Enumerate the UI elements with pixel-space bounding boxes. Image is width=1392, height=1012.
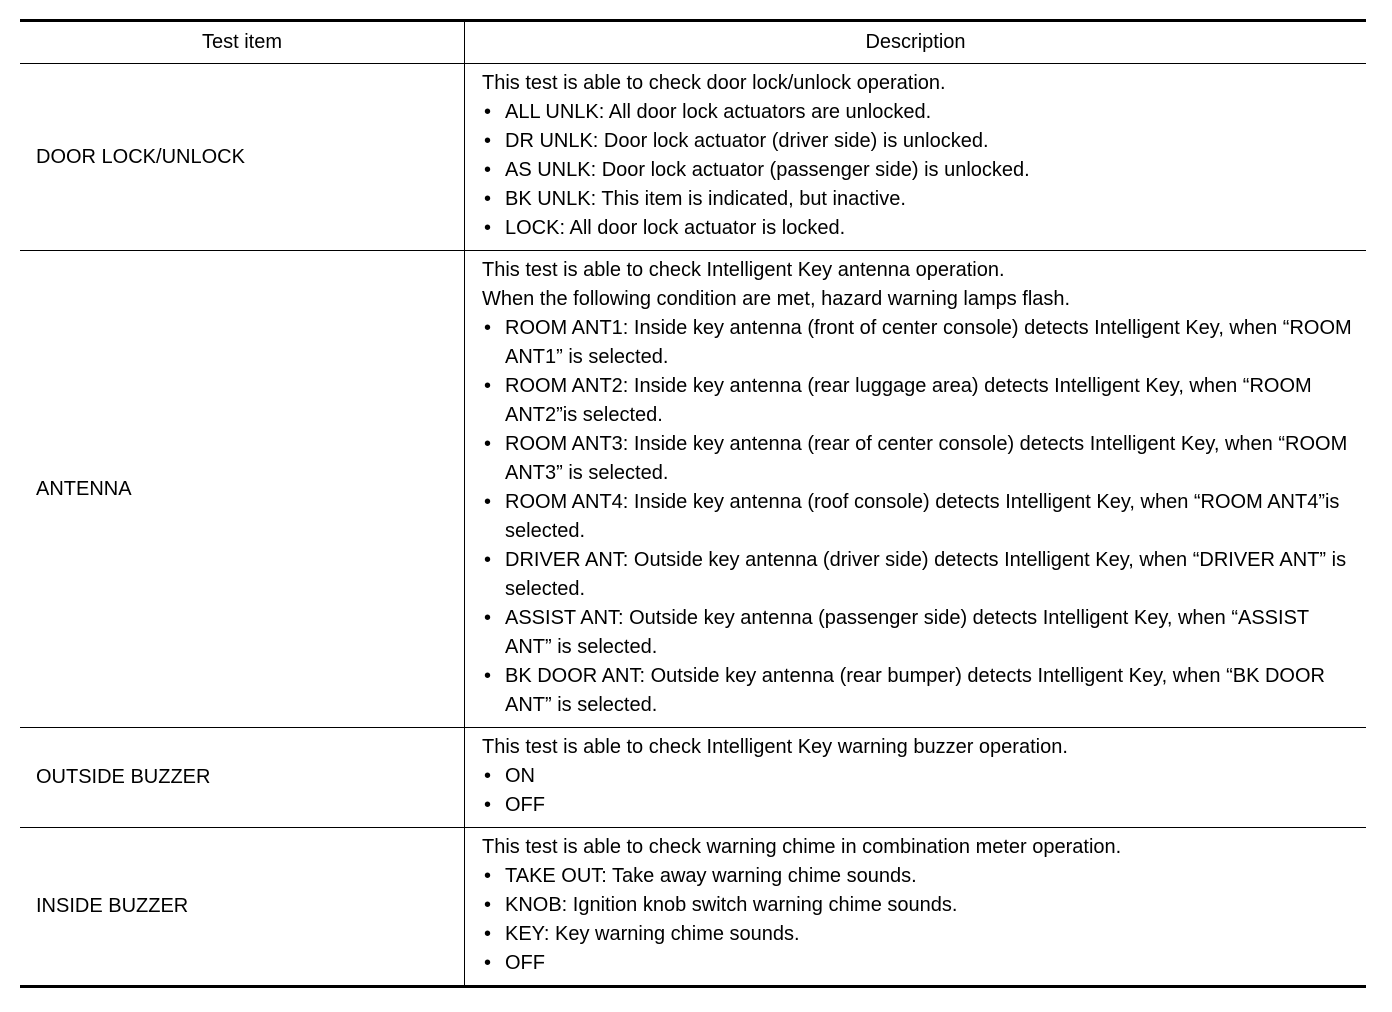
- test-item-cell: INSIDE BUZZER: [20, 828, 465, 987]
- description-bullet: • DRIVER ANT: Outside key antenna (driver side) detects Intelligent Key, when “DRIVER ANT” is selected.: [482, 546, 1358, 604]
- description-bullet: • AS UNLK: Door lock actuator (passenger side) is unlocked.: [482, 156, 1358, 185]
- table-row: [20, 251, 1366, 728]
- description-bullet-list: [482, 762, 1358, 820]
- table-row: [20, 64, 1366, 251]
- description-bullet: • ALL UNLK: All door lock actuators are unlocked.: [482, 98, 1358, 127]
- description-bullet: • KNOB: Ignition knob switch warning chime sounds.: [482, 891, 1358, 920]
- description-bullet: • ASSIST ANT: Outside key antenna (passenger side) detects Intelligent Key, when “ASSIST ANT” is selected.: [482, 604, 1358, 662]
- test-item-cell: ANTENNA: [20, 251, 465, 728]
- description-cell: [465, 728, 1367, 828]
- description-bullet: • BK DOOR ANT: Outside key antenna (rear bumper) detects Intelligent Key, when “BK DOOR ANT” is selected.: [482, 662, 1358, 720]
- description-bullet-list: [482, 314, 1358, 720]
- description-bullet: • ROOM ANT2: Inside key antenna (rear luggage area) detects Intelligent Key, when “ROOM ANT2”is selected.: [482, 372, 1358, 430]
- description-intro: This test is able to check door lock/unlock operation.: [482, 72, 946, 94]
- test-item-cell: OUTSIDE BUZZER: [20, 728, 465, 828]
- description-intro: This test is able to check Intelligent Key antenna operation.: [482, 259, 1005, 281]
- description-cell: [465, 828, 1367, 987]
- description-bullet: • ROOM ANT4: Inside key antenna (roof console) detects Intelligent Key, when “ROOM ANT4”is selected.: [482, 488, 1358, 546]
- description-bullet: • KEY: Key warning chime sounds.: [482, 920, 1358, 949]
- description-cell: [465, 251, 1367, 728]
- description-bullet: • ROOM ANT3: Inside key antenna (rear of center console) detects Intelligent Key, when “ROOM ANT3” is selected.: [482, 430, 1358, 488]
- description-bullet: • ON: [482, 762, 1358, 791]
- test-item-cell: DOOR LOCK/UNLOCK: [20, 64, 465, 251]
- table-body: [20, 64, 1366, 987]
- description-intro: This test is able to check Intelligent Key warning buzzer operation.: [482, 736, 1068, 758]
- description-bullet: • ROOM ANT1: Inside key antenna (front of center console) detects Intelligent Key, when “ROOM ANT1” is selected.: [482, 314, 1358, 372]
- description-intro: This test is able to check warning chime in combination meter operation.: [482, 836, 1122, 858]
- description-bullet: • TAKE OUT: Take away warning chime sounds.: [482, 862, 1358, 891]
- description-bullet-list: [482, 862, 1358, 978]
- header-description: Description: [465, 21, 1367, 64]
- description-bullet: • DR UNLK: Door lock actuator (driver side) is unlocked.: [482, 127, 1358, 156]
- header-test-item: Test item: [20, 21, 465, 64]
- table-row: [20, 728, 1366, 828]
- description-bullet: • OFF: [482, 791, 1358, 820]
- description-cell: [465, 64, 1367, 251]
- description-bullet: • OFF: [482, 949, 1358, 978]
- description-bullet-list: [482, 98, 1358, 243]
- description-bullet: • LOCK: All door lock actuator is locked.: [482, 214, 1358, 243]
- table-header-row: [20, 21, 1366, 64]
- description-intro: When the following condition are met, hazard warning lamps flash.: [482, 288, 1071, 310]
- test-item-table: [20, 19, 1366, 988]
- description-bullet: • BK UNLK: This item is indicated, but inactive.: [482, 185, 1358, 214]
- table-row: [20, 828, 1366, 987]
